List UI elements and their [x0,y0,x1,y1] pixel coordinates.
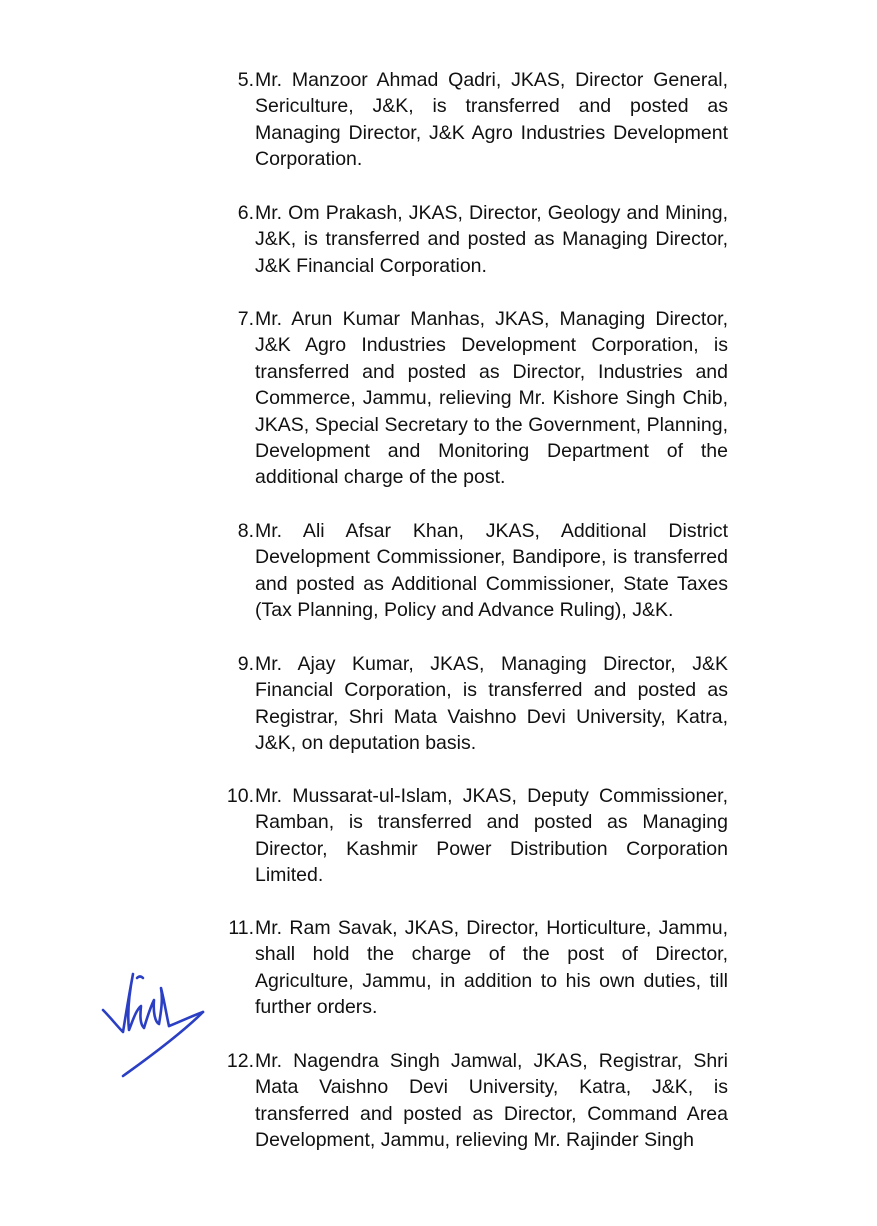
item-text: Mr. Ali Afsar Khan, JKAS, Additional District Development Commissioner, Bandipore, is transferred and posted as Additional Commissioner, State Taxes (Tax Planning, Policy and Advance Ruling), J&K. [255,520,728,622]
item-text: Mr. Om Prakash, JKAS, Director, Geology and Mining, J&K, is transferred and posted as Managing Director, J&K Financial Corporation. [255,202,728,277]
item-number: 6. [237,202,254,224]
item-text: Mr. Nagendra Singh Jamwal, JKAS, Registrar, Shri Mata Vaishno Devi University, Katra, J&K, is transferred and posted as Director, Command Area Development, Jammu, relieving Mr. Rajinder Singh [255,1050,728,1152]
order-item-11 [210,915,730,1021]
item-number: 12. [226,1050,254,1072]
item-text: Mr. Ajay Kumar, JKAS, Managing Director, J&K Financial Corporation, is transferred and posted as Registrar, Shri Mata Vaishno Devi University, Katra, J&K, on deputation basis. [255,653,728,755]
item-number: 11. [228,917,254,939]
item-number: 8. [237,520,254,542]
item-text: Mr. Manzoor Ahmad Qadri, JKAS, Director General, Sericulture, J&K, is transferred and posted as Managing Director, J&K Agro Industries Development Corporation. [255,69,728,171]
order-item-10 [210,783,730,889]
item-text: Mr. Mussarat-ul-Islam, JKAS, Deputy Commissioner, Ramban, is transferred and posted as Managing Director, Kashmir Power Distribution Corporation Limited. [255,785,728,887]
order-item-6 [210,200,730,279]
order-item-7 [210,306,730,491]
handwritten-signature [95,960,215,1090]
item-number: 7. [237,308,254,330]
order-item-12 [210,1048,730,1154]
item-number: 9. [237,653,254,675]
order-item-9 [210,651,730,757]
order-item-8 [210,518,730,624]
item-text: Mr. Ram Savak, JKAS, Director, Horticulture, Jammu, shall hold the charge of the post of Director, Agriculture, Jammu, in addition to his own duties, till further orders. [255,917,728,1019]
item-number: 5. [237,69,254,91]
order-item-5 [210,67,730,173]
item-number: 10. [226,785,254,807]
item-text: Mr. Arun Kumar Manhas, JKAS, Managing Director, J&K Agro Industries Development Corporation, is transferred and posted as Director, Industries and Commerce, Jammu, relieving Mr. Kishore Singh Chib, JKAS, Special Secretary to the Government, Planning, Development and Monitoring Department of the additional charge of the post. [255,308,728,489]
